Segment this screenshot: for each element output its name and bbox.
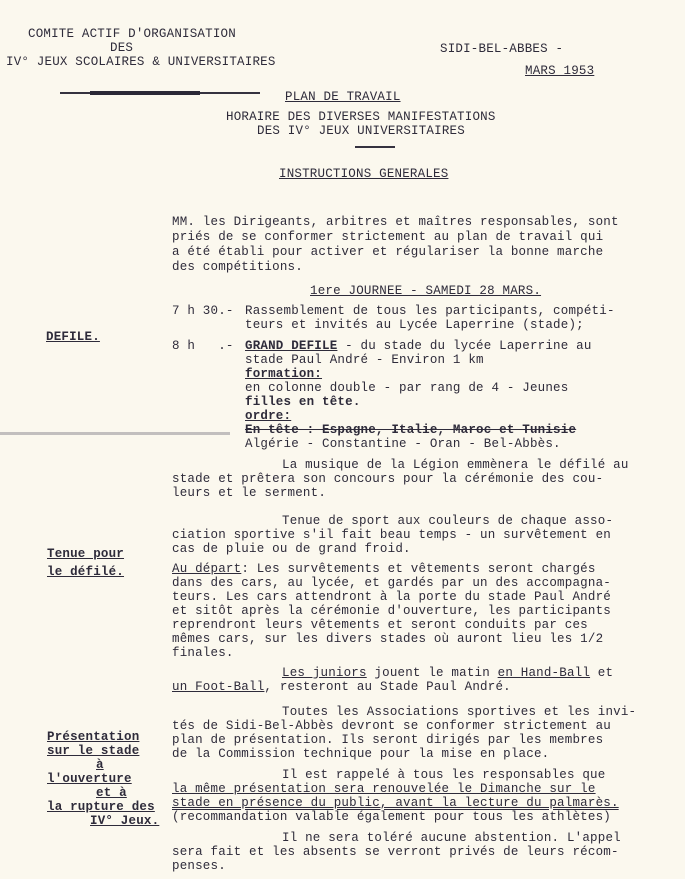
juniors-end: et — [590, 666, 614, 680]
committee-line-2: DES — [110, 41, 134, 55]
side-label-tenue-2: le défilé. — [47, 565, 125, 579]
juniors-rest: , resteront au Stade Paul André. — [264, 680, 511, 694]
associations-line-1: Toutes les Associations sportives et les invi- — [282, 705, 637, 719]
title-plan-de-travail: PLAN DE TRAVAIL — [285, 90, 401, 104]
depart-line-4: et sitôt après la cérémonie d'ouverture, les participants — [172, 604, 611, 618]
rappel-line-1: Il est rappelé à tous les responsables que — [282, 768, 606, 782]
depart-first-rest: : Les survêtements et vêtements seront chargés — [241, 562, 596, 576]
side-label-presentation-5: et à — [96, 786, 127, 800]
abstention-line-1: Il ne sera toléré aucune abstention. L'appel — [282, 831, 621, 845]
day-heading: 1ere JOURNEE - SAMEDI 28 MARS. — [310, 284, 542, 298]
t1-line-2: teurs et invités au Lycée Laperrine (stade); — [245, 318, 584, 332]
depart-line-2: dans des cars, au lycée, et gardés par un des accompagna- — [172, 576, 611, 590]
juniors-mid: jouent le matin — [366, 666, 498, 680]
juniors-line-1 — [282, 666, 613, 681]
formation-line-2: filles en tête. — [245, 395, 361, 409]
committee-line-1: COMITE ACTIF D'ORGANISATION — [28, 27, 236, 41]
musique-line-3: leurs et le serment. — [172, 486, 327, 500]
tenue-line-1: Tenue de sport aux couleurs de chaque asso- — [282, 514, 614, 528]
title-horaire-line-1: HORAIRE DES DIVERSES MANIFESTATIONS — [226, 110, 496, 124]
scan-smudge — [0, 432, 230, 435]
depart-line-6: mêmes cars, sur les divers stades où auront lieu les 1/2 — [172, 632, 604, 646]
title-instructions-generales: INSTRUCTIONS GENERALES — [279, 167, 449, 181]
ordre-line-2: Algérie - Constantine - Oran - Bel-Abbès. — [245, 437, 561, 451]
tenue-line-3: cas de pluie ou de grand froid. — [172, 542, 411, 556]
time-8h: 8 h .- — [172, 339, 234, 353]
side-label-defile: DEFILE. — [46, 330, 100, 344]
ordre-line-1: En tête : Espagne, Italie, Maroc et Tunisie — [245, 423, 577, 437]
intro-line-1: MM. les Dirigeants, arbitres et maîtres responsables, sont — [172, 215, 619, 229]
side-label-presentation-3: à — [96, 758, 104, 772]
side-label-tenue-1: Tenue pour — [47, 547, 125, 561]
committee-line-3: IV° JEUX SCOLAIRES & UNIVERSITAIRES — [6, 55, 276, 69]
depart-line-7: finales. — [172, 646, 234, 660]
title-horaire-line-2: DES IV° JEUX UNIVERSITAIRES — [257, 124, 465, 138]
side-label-presentation-1: Présentation — [47, 730, 140, 744]
musique-line-1: La musique de la Légion emmènera le défilé au — [282, 458, 629, 472]
depart-label: Au départ — [172, 562, 242, 576]
title-divider — [355, 146, 395, 148]
city-header: SIDI-BEL-ABBES - — [440, 42, 564, 56]
associations-line-2: tés de Sidi-Bel-Abbès devront se conformer strictement au — [172, 719, 611, 733]
rappel-line-4: (recommandation valable également pour tous les athlètes) — [172, 810, 611, 824]
associations-line-3: plan de présentation. Ils seront dirigés par les membres — [172, 733, 604, 747]
header-divider-mark — [90, 91, 200, 95]
side-label-presentation-2: sur le stade — [47, 744, 140, 758]
formation-label: formation: — [245, 367, 323, 381]
grand-defile-route: - du stade du lycée Laperrine au — [337, 339, 592, 353]
depart-line-1 — [172, 562, 596, 577]
musique-line-2: stade et prêtera son concours pour la cérémonie des cou- — [172, 472, 604, 486]
tenue-line-2: ciation sportive s'il fait beau temps - un survêtement en — [172, 528, 611, 542]
juniors-line-2 — [172, 680, 511, 695]
depart-line-3: teurs. Les cars attendront à la porte du stade Paul André — [172, 590, 611, 604]
date-header: MARS 1953 — [525, 64, 595, 78]
t2-line-1 — [245, 339, 592, 354]
time-7h30: 7 h 30.- — [172, 304, 234, 318]
side-label-presentation-7: IV° Jeux. — [90, 814, 160, 828]
juniors-label: Les juniors — [282, 666, 367, 680]
depart-line-5: reprendront leurs vêtements et seront conduits par ces — [172, 618, 588, 632]
abstention-line-3: penses. — [172, 859, 226, 873]
rappel-line-3: stade en présence du public, avant la lecture du palmarès. — [172, 796, 619, 810]
side-label-presentation-6: la rupture des — [47, 800, 155, 814]
intro-line-2: priés de se conformer strictement au plan de travail qui — [172, 230, 604, 244]
juniors-football: un Foot-Ball — [172, 680, 265, 694]
t2-line-2: stade Paul André - Environ 1 km — [245, 353, 484, 367]
formation-line-1: en colonne double - par rang de 4 - Jeunes — [245, 381, 569, 395]
juniors-handball: en Hand-Ball — [497, 666, 591, 680]
associations-line-4: de la Commission technique pour la mise en place. — [172, 747, 550, 761]
intro-line-4: des compétitions. — [172, 260, 303, 274]
ordre-label: ordre: — [245, 409, 292, 423]
side-label-presentation-4: l'ouverture — [47, 772, 132, 786]
intro-line-3: a été établi pour activer et régulariser la bonne marche — [172, 245, 604, 259]
grand-defile-label: GRAND DEFILE — [245, 339, 338, 353]
abstention-line-2: sera fait et les absents se verront privés de leurs récom- — [172, 845, 619, 859]
rappel-line-2: la même présentation sera renouvelée le Dimanche sur le — [172, 782, 596, 796]
t1-line-1: Rassemblement de tous les participants, compéti- — [245, 304, 615, 318]
